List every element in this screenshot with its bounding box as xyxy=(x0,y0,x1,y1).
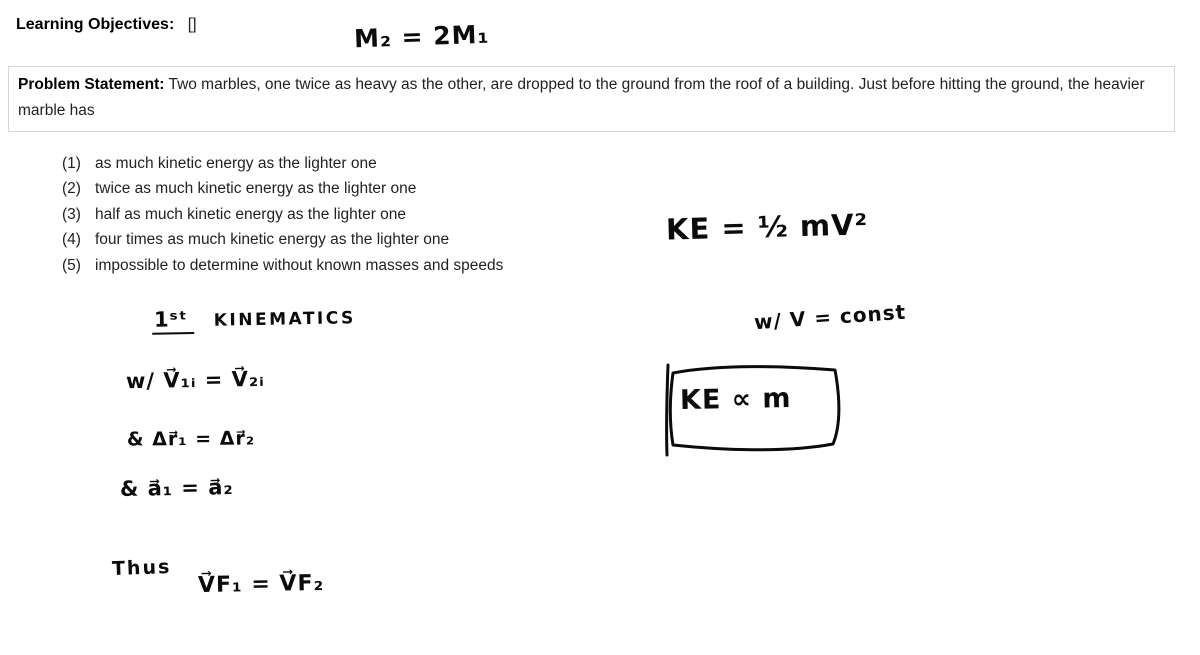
annotation-kinematics-ordinal: 1ˢᵗ xyxy=(152,307,194,335)
annotation-kinematics-header xyxy=(152,304,356,335)
problem-statement-label: Problem Statement: xyxy=(18,76,165,93)
annotation-acceleration-equal: & a⃗₁ = a⃗₂ xyxy=(119,475,234,501)
annotation-kinematics-label: KINEMATICS xyxy=(213,308,356,331)
problem-statement-box xyxy=(8,66,1175,132)
annotation-displacement-equal: & Δr⃗₁ = Δr⃗₂ xyxy=(126,427,256,451)
learning-objectives-value: [] xyxy=(187,16,197,33)
option-2-text: twice as much kinetic energy as the lighter one xyxy=(95,180,417,198)
option-row-2 xyxy=(62,176,503,201)
option-row-3 xyxy=(62,202,503,227)
option-row-1 xyxy=(62,151,503,176)
annotation-ke-formula: KE = ½ mV² xyxy=(665,207,869,247)
option-5-number: (5) xyxy=(62,256,81,274)
option-1-text: as much kinetic energy as the lighter one xyxy=(95,155,377,172)
annotation-ke-proportional-box xyxy=(660,357,850,461)
option-3-text: half as much kinetic energy as the lighter one xyxy=(95,205,407,223)
annotation-thus: Thus xyxy=(111,555,172,581)
learning-objectives-label: Learning Objectives: xyxy=(16,16,175,33)
annotation-ke-proportional-text: KE ∝ m xyxy=(679,383,792,416)
answer-options-list xyxy=(62,151,503,278)
option-3-number: (3) xyxy=(62,205,81,223)
option-4-number: (4) xyxy=(62,231,81,249)
option-row-4 xyxy=(62,227,503,252)
option-1-number: (1) xyxy=(62,155,81,172)
annotation-with-v-const: w/ V = const xyxy=(753,299,907,335)
option-5-text: impossible to determine without known masses and speeds xyxy=(95,256,504,274)
option-row-5 xyxy=(62,253,503,278)
learning-objectives-line xyxy=(16,16,197,34)
option-4-text: four times as much kinetic energy as the lighter one xyxy=(95,231,450,249)
problem-statement-text: Two marbles, one twice as heavy as the other, are dropped to the ground from the roof of a building. Just before hitting the ground, the heavier marble has xyxy=(18,76,1145,119)
annotation-final-velocity-equal: V⃗F₁ = V⃗F₂ xyxy=(197,570,325,599)
option-2-number: (2) xyxy=(62,180,81,198)
annotation-mass-relation: M₂ = 2M₁ xyxy=(353,19,490,54)
annotation-initial-velocity-equal: w/ V⃗₁ᵢ = V⃗₂ᵢ xyxy=(125,366,265,394)
